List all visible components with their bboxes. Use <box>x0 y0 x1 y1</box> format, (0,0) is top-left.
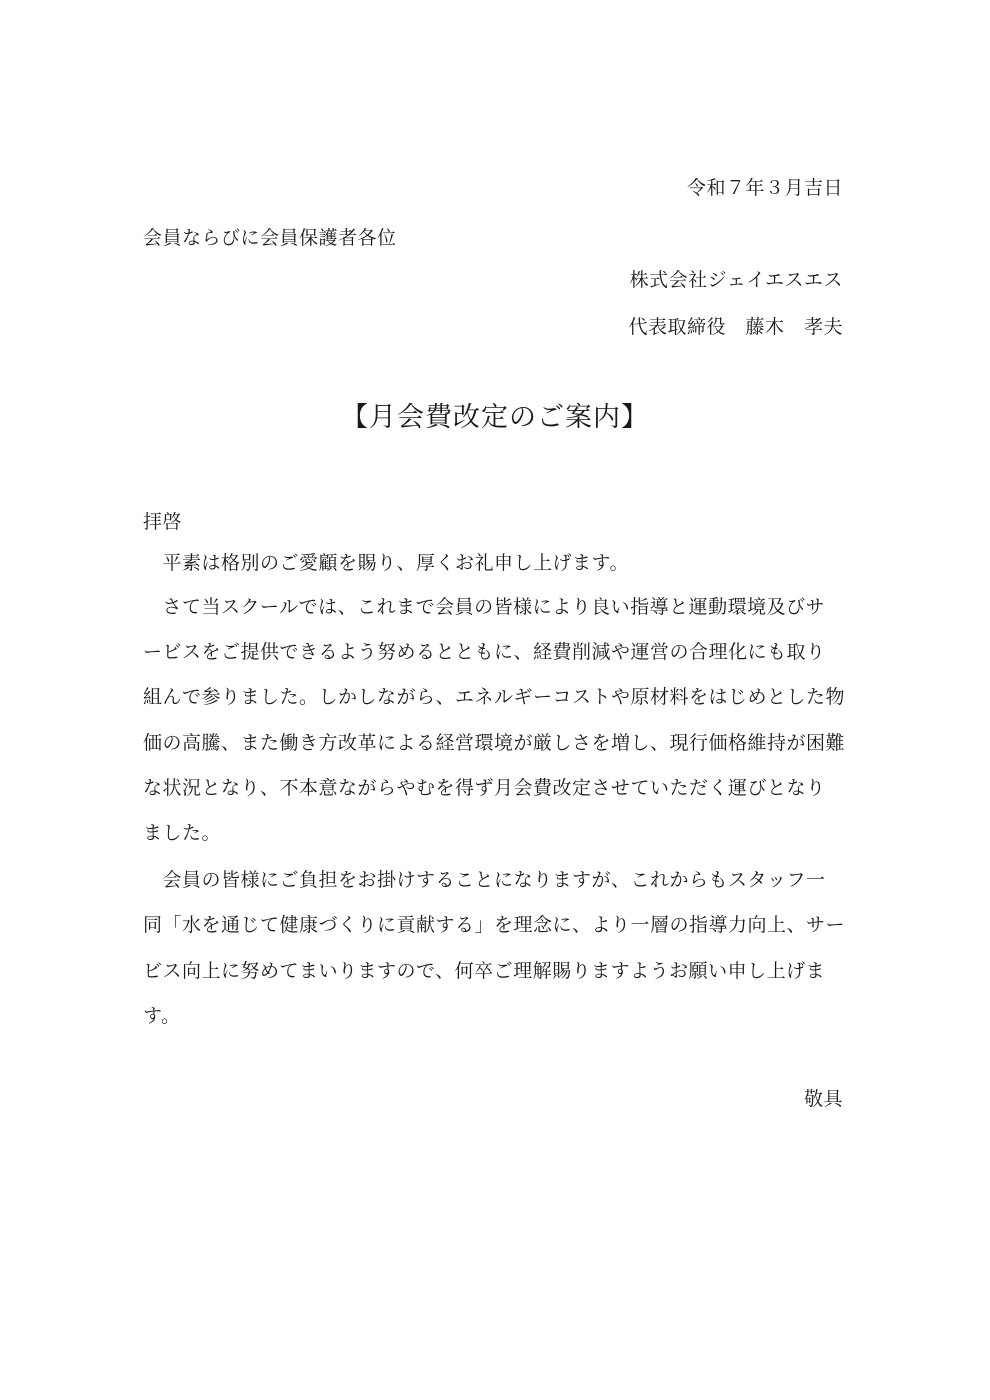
body-paragraph-1 <box>143 551 848 575</box>
body-line: さて当スクールでは、これまで会員の皆様により良い指導と運動環境及びサ <box>143 596 826 618</box>
body-line: な状況となり、不本意ながらやむを得ず月会費改定させていただく運びとなり <box>143 776 826 799</box>
letter-salutation: 拝啓 <box>143 511 183 533</box>
sender-representative: 代表取締役 藤木 孝夫 <box>628 316 843 338</box>
body-line: ビス向上に努めてまいりますので、何卒ご理解賜りますようお願い申し上げま <box>143 959 826 982</box>
letter-closing: 敬具 <box>803 1088 843 1110</box>
sender-company: 株式会社ジェイエスエス <box>629 269 843 291</box>
body-line: ました。 <box>143 821 222 844</box>
body-paragraph-2 <box>143 595 848 866</box>
body-line: 同「水を通じて健康づくりに貢献する」を理念に、より一層の指導力向上、サー <box>143 914 846 937</box>
letter-date: 令和７年３月吉日 <box>686 177 843 199</box>
letter-recipient: 会員ならびに会員保護者各位 <box>143 227 397 249</box>
body-line: 組んで参りました。しかしながら、エネルギーコストや原材料をはじめとした物 <box>143 686 846 709</box>
body-line: 会員の皆様にご負担をお掛けすることになりますが、これからもスタッフ一 <box>143 869 826 891</box>
body-line: 平素は格別のご愛顧を賜り、厚くお礼申し上げます。 <box>143 552 629 574</box>
letter-title: 【月会費改定のご案内】 <box>341 402 649 433</box>
body-line: ービスをご提供できるよう努めるとともに、経費削減や運営の合理化にも取り <box>143 641 826 664</box>
body-line: す。 <box>143 1004 181 1027</box>
body-line: 価の高騰、また働き方改革による経営環境が厳しさを増し、現行価格維持が困難 <box>143 731 846 754</box>
body-paragraph-3 <box>143 868 848 1049</box>
